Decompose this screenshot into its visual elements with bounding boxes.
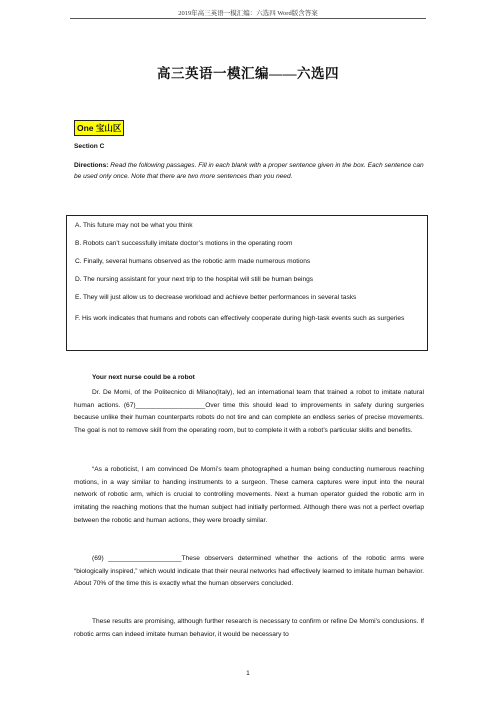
option-f: F. His work indicates that humans and robots can effectively cooperate during high-task events such as surgeries: [75, 315, 405, 322]
section-label: Section C: [74, 143, 105, 150]
option-b: B. Robots can’t successfully imitate doctor’s motions in the operating room: [75, 240, 293, 247]
page-header: 2019年高三英语一模汇编：六选四 Word版含答案: [178, 10, 318, 17]
option-d: D. The nursing assistant for your next trip to the hospital will still be human beings: [75, 276, 314, 283]
directions-text: Read the following passages. Fill in each blank with a proper sentence given in the box. Each sentence can be used only once. Note that there are two more sentences than you need.: [74, 162, 424, 180]
option-c: C. Finally, several humans observed as the robotic arm made numerous motions: [75, 258, 311, 265]
options-box: [66, 215, 428, 351]
section-tag: One 宝山区: [74, 120, 124, 136]
document-title: 高三英语一模汇编——六选四: [157, 66, 339, 81]
passage-paragraph: (69) ____________________These observers determined whether the actions of the robotic arms were “biologically inspired,” which would indicate that their neural networks had effectively learned to imitate human behavior. About 70% of the time this is exactly what the human observers concluded.: [74, 555, 424, 588]
directions-label: Directions:: [74, 162, 109, 169]
passage-title: Your next nurse could be a robot: [92, 374, 195, 381]
option-a: A. This future may not be what you think: [75, 222, 193, 229]
header-divider: [70, 18, 426, 19]
directions: [74, 160, 424, 182]
passage-paragraph: Dr. De Momi, of the Politecnico di Milano(Italy), led an international team that trained a robot to imitate natural human actions. (67)___________________Over time this should lead to improvements in safety during surgeries because unlike their human counterparts robots do not tire and can complete an endless series of precise movements. The goal is not to remove skill from the operating room, but to complete it with a robot’s particular skills and benefits.: [74, 389, 424, 435]
page-number: 1: [246, 670, 250, 677]
option-e: E. They will just allow us to decrease workload and achieve better performances in several tasks: [75, 294, 357, 301]
passage-paragraph: “As a roboticist, I am convinced De Momi’s team photographed a human being conducting numerous reaching motions, in a way similar to handing instruments to a surgeon. These camera captures were input into the neural network of robotic arm, which is crucial to controlling movements. Next a human operator guided the robotic arm in imitating the reaching motions that the human subject had initially performed. Although there was not a perfect overlap between the robotic and human actions, they were broadly similar.: [74, 466, 424, 524]
passage-paragraph: These results are promising, although further research is necessary to confirm or refine De Momi’s conclusions. If robotic arms can indeed imitate human behavior, it would be necessary to: [74, 618, 424, 638]
